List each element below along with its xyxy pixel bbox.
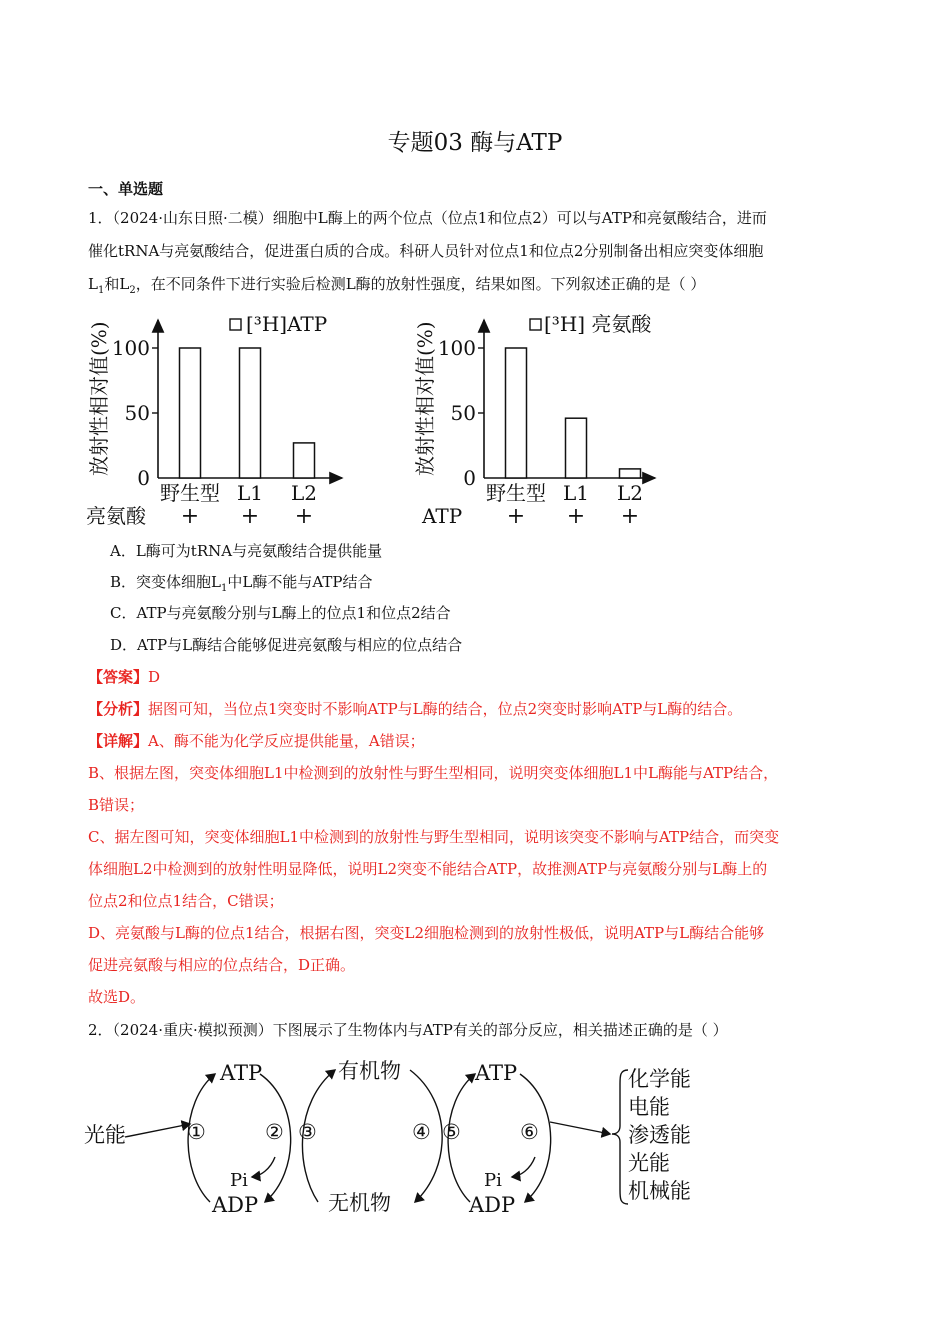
atp-label-2: ATP (475, 1061, 518, 1085)
q1-line-3: $L_1$和$L_2$，在不同条件下进行实验后检测L酶的放射性强度，结果如图。下列叙述正确的是（ ） (88, 275, 706, 296)
page-title: 专题03 酶与ATP (387, 130, 563, 156)
num-5: ⑤ (442, 1120, 461, 1144)
chart-atp (84, 305, 384, 527)
pi-label-2: Pi (484, 1170, 502, 1191)
detail-d-2: 促进亮氨酸与相应的位点结合，D正确。 (88, 956, 356, 974)
atp-reaction-diagram (80, 1052, 720, 1222)
y-axis-label: 放射性相对值(%) (413, 321, 437, 476)
x-tick-label: 野生型 (160, 481, 220, 505)
cycle1-pi-arrow (252, 1157, 275, 1177)
energy-brace (612, 1070, 628, 1204)
q1-line-2: 催化tRNA与亮氨酸结合，促进蛋白质的合成。科研人员针对位点1和位点2分别制备出相应突变体细胞 (88, 242, 764, 260)
detail-d-1: D、亮氨酸与L酶的位点1结合，根据右图，突变L2细胞检测到的放射性极低，说明ATP与L酶结合能够 (88, 924, 765, 942)
option-d: D．ATP与L酶结合能够促进亮氨酸与相应的位点结合 (110, 636, 463, 654)
y-tick-label: 100 (111, 336, 150, 360)
inorganic-matter-label: 无机物 (328, 1191, 391, 1215)
x-tick-label: 野生型 (486, 481, 546, 505)
adp-label-2: ADP (469, 1193, 516, 1217)
legend-label: [³H]ATP (246, 312, 328, 336)
y-tick-label: 50 (450, 401, 476, 425)
bar-野生型 (180, 348, 201, 478)
detail-c-2: 体细胞L2中检测到的放射性明显降低，说明L2突变不能结合ATP，故推测ATP与亮氨酸分别与L酶上的 (88, 860, 768, 878)
x-tick-label: L2 (616, 481, 644, 505)
chart-leucine (410, 305, 710, 527)
energy-arrow (550, 1122, 610, 1134)
x-tick-label: L1 (562, 481, 590, 505)
option-b: B．突变体细胞$L_1$中L酶不能与ATP结合 (110, 573, 373, 594)
adp-label-1: ADP (212, 1193, 259, 1217)
condition-mark: + (620, 504, 640, 527)
q2-line: 2．（2024·重庆·模拟预测）下图展示了生物体内与ATP有关的部分反应，相关描述正确的是（ ） (88, 1021, 728, 1039)
detail-a: 【详解】A、酶不能为化学反应提供能量，A错误； (88, 732, 425, 750)
x-tick-label: L2 (290, 481, 318, 505)
bar-L1 (566, 418, 587, 478)
energy-mechanical: 机械能 (628, 1179, 691, 1203)
option-a: A．L酶可为tRNA与亮氨酸结合提供能量 (110, 542, 383, 560)
legend-label: [³H] 亮氨酸 (544, 312, 652, 336)
mutant-l1: $L_1$ (88, 275, 105, 296)
legend-swatch (230, 319, 241, 330)
condition-mark: + (240, 504, 260, 527)
bar-L2 (294, 443, 315, 478)
condition-mark: + (294, 504, 314, 527)
num-1: ① (187, 1120, 206, 1144)
detail-conclusion: 故选D。 (88, 988, 146, 1006)
energy-light: 光能 (628, 1151, 670, 1175)
detail-b-2: B错误； (88, 796, 145, 814)
light-arrow (125, 1124, 190, 1137)
y-axis-label: 放射性相对值(%) (87, 321, 111, 476)
section-heading: 一、单选题 (88, 180, 164, 198)
condition-label: 亮氨酸 (86, 504, 146, 527)
bar-野生型 (506, 348, 527, 478)
y-tick-label: 100 (437, 336, 476, 360)
num-6: ⑥ (520, 1120, 539, 1144)
condition-mark: + (566, 504, 586, 527)
condition-mark: + (506, 504, 526, 527)
energy-electric: 电能 (628, 1095, 670, 1119)
num-4: ④ (412, 1120, 431, 1144)
y-tick-label: 0 (137, 466, 150, 490)
organic-matter-label: 有机物 (338, 1059, 401, 1083)
detail-b-1: B、根据左图，突变体细胞L1中检测到的放射性与野生型相同，说明突变体细胞L1中L酶能与ATP结合， (88, 764, 779, 782)
cycle2-pi-arrow (512, 1157, 535, 1177)
legend-swatch (530, 319, 541, 330)
condition-mark: + (180, 504, 200, 527)
detail-c-3: 位点2和位点1结合，C错误； (88, 892, 284, 910)
mutant-l2: $L_2$ (119, 275, 136, 296)
answer: 【答案】D (88, 668, 161, 686)
atp-label-1: ATP (220, 1061, 263, 1085)
energy-osmotic: 渗透能 (628, 1123, 691, 1147)
num-3: ③ (298, 1120, 317, 1144)
bar-L2 (620, 469, 641, 478)
light-energy-label: 光能 (84, 1123, 126, 1147)
y-tick-label: 0 (463, 466, 476, 490)
num-2: ② (265, 1120, 284, 1144)
detail-c-1: C、据左图可知，突变体细胞L1中检测到的放射性与野生型相同，说明该突变不影响与ATP结合，而突变 (88, 828, 780, 846)
condition-label: ATP (422, 504, 463, 527)
y-tick-label: 50 (124, 401, 150, 425)
energy-chemical: 化学能 (628, 1067, 691, 1091)
analysis: 【分析】据图可知，当位点1突变时不影响ATP与L酶的结合，位点2突变时影响ATP与L酶的结合。 (88, 700, 743, 718)
option-c: C．ATP与亮氨酸分别与L酶上的位点1和位点2结合 (110, 604, 451, 622)
q1-line-1: 1．（2024·山东日照·二模）细胞中L酶上的两个位点（位点1和位点2）可以与ATP和亮氨酸结合，进而 (88, 209, 767, 227)
pi-label-1: Pi (230, 1170, 248, 1191)
x-tick-label: L1 (236, 481, 264, 505)
bar-L1 (240, 348, 261, 478)
